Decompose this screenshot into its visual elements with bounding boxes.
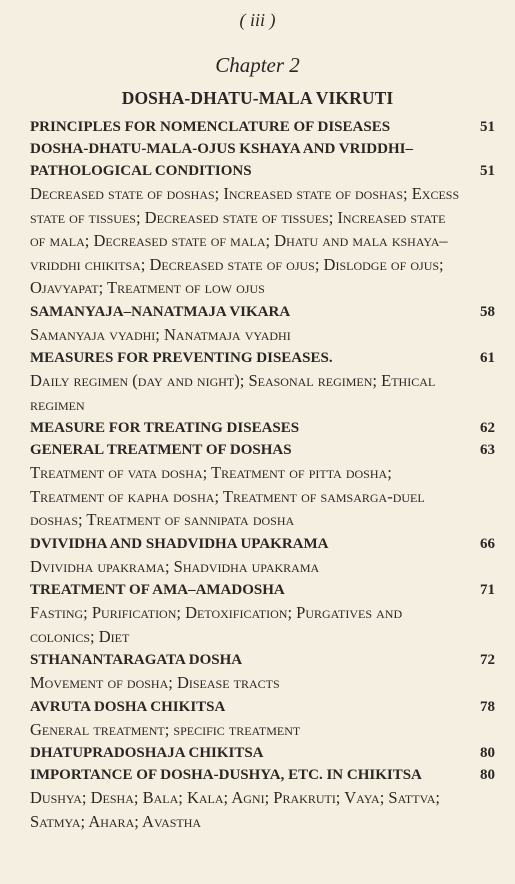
page-number: ( iii ) [239,10,276,30]
toc-heading: MEASURES FOR PREVENTING DISEASES. 61 [30,347,495,369]
toc-page-number: 51 [480,163,495,179]
toc-page-number: 80 [480,767,495,783]
toc-heading: GENERAL TREATMENT OF DOSHAS 63 [30,439,495,461]
toc-heading: DVIVIDHA AND SHADVIDHA UPAKRAMA 66 [30,533,495,555]
toc-subtopics: Decreased state of doshas; Increased state of doshas; Excess state of tissues; Decreased state of tissues; Increased state of mala; Decreased state of mala; Dhatu and mala kshaya–vriddhi chikitsa; Decreased state of ojus; Dislodge of ojus; Ojavyapat; Treatment of low ojus [30,184,460,297]
toc-entry [30,417,495,439]
toc-page-number: 51 [480,119,495,135]
toc-entry [30,138,495,300]
toc-entries [30,116,495,834]
toc-page-number: 63 [480,442,495,458]
toc-page-number: 66 [480,535,495,552]
toc-subtopics: Treatment of vata dosha; Treatment of pitta dosha; Treatment of kapha dosha; Treatment of samsarga-duel doshas; Treatment of sannipata dosha [30,463,425,529]
toc-entry [30,116,495,138]
toc-entry [30,439,495,532]
toc-heading: PRINCIPLES FOR NOMENCLATURE OF DISEASES 51 [30,116,495,138]
toc-page-number: 61 [480,350,495,366]
toc-heading: IMPORTANCE OF DOSHA-DUSHYA, ETC. IN CHIKITSA 80 [30,764,495,786]
toc-entry [30,301,495,347]
toc-page-number: 58 [480,303,495,320]
toc-subtopics: Dushya; Desha; Bala; Kala; Agni; Prakruti; Vaya; Sattva; Satmya; Ahara; Avastha [30,788,440,831]
toc-entry [30,649,495,695]
toc-subtopics: General treatment; specific treatment [30,719,301,739]
chapter-title: DOSHA-DHATU-MALA VIKRUTI [121,88,394,108]
toc-subtopics: Samanyaja vyadhi; Nanatmaja vyadhi [30,324,291,344]
toc-page-number: 62 [480,420,495,436]
toc-entry [30,742,495,764]
toc-page-number: 80 [480,745,495,761]
toc-entry [30,764,495,833]
toc-heading: DOSHA-DHATU-MALA-OJUS KSHAYA AND VRIDDHI–PATHOLOGICAL CONDITIONS 51 [30,138,495,182]
toc-subtopics: Fasting; Purification; Detoxification; Purgatives and colonics; Diet [30,603,403,646]
toc-entry [30,579,495,648]
toc-page-number: 78 [480,698,495,715]
toc-heading: TREATMENT OF AMA–AMADOSHA 71 [30,579,495,601]
toc-page-number: 72 [480,652,495,668]
toc-heading: AVRUTA DOSHA CHIKITSA 78 [30,696,495,718]
toc-heading: SAMANYAJA–NANATMAJA VIKARA 58 [30,301,495,323]
toc-subtopics: Movement of dosha; Disease tracts [30,673,280,692]
toc-subtopics: Daily regimen (day and night); Seasonal regimen; Ethical regimen [30,371,436,414]
toc-page-number: 71 [480,582,495,598]
toc-heading: MEASURE FOR TREATING DISEASES 62 [30,417,495,439]
chapter-label: Chapter 2 [215,53,300,77]
toc-entry [30,533,495,579]
toc-heading: DHATUPRADOSHAJA CHIKITSA 80 [30,742,495,764]
toc-entry [30,347,495,416]
toc-subtopics: Dvividha upakrama; Shadvidha upakrama [30,556,320,576]
toc-entry [30,696,495,742]
toc-heading: STHANANTARAGATA DOSHA 72 [30,649,495,671]
